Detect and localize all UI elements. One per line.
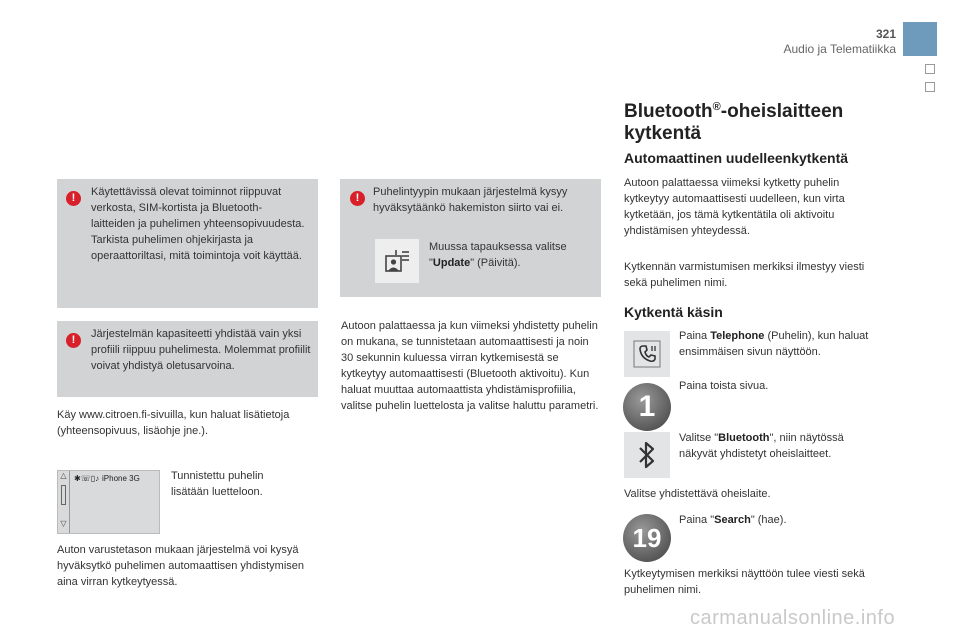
final-message: Kytkeytymisen merkiksi näyttöön tulee viesti sekä puhelimen nimi. <box>624 568 865 596</box>
step-bluetooth <box>679 430 884 462</box>
phonebook-icon <box>375 239 419 283</box>
warning-text: Puhelintyypin mukaan järjestelmä kysyy hyväksytäänkö hakemiston siirto vai ei. <box>373 186 568 214</box>
auto-heading: Automaattinen uudelleenkytkentä <box>624 150 849 166</box>
step5-post: " (hae). <box>750 514 787 526</box>
step-badge-1: 1 <box>623 383 671 431</box>
phone-screen <box>57 470 160 534</box>
warning-text: Järjestelmän kapasiteetti yhdistää vain yksi profiili riippuu puhelimesta. Molemmat profiilit voivat yhdistyä oletusarvoina. <box>91 328 311 372</box>
manual-heading: Kytkentä käsin <box>624 304 723 320</box>
search-label: Search <box>714 514 751 526</box>
bluetooth-icon <box>624 432 670 478</box>
device-name: iPhone 3G <box>102 474 140 483</box>
warning-box-profiles <box>57 321 318 397</box>
title-reg-mark: ® <box>712 101 721 113</box>
device-icons: ✱☏▯♪ <box>74 474 100 483</box>
update-pre: Muussa tapauksessa valitse " <box>429 241 567 269</box>
step-select-device: Valitse yhdistettävä oheislaite. <box>624 488 771 500</box>
page-marker-1 <box>925 64 935 74</box>
telephone-label: Telephone <box>710 330 765 342</box>
down-arrow-icon: ▽ <box>60 519 67 528</box>
section-title: Audio ja Telematiikka <box>783 42 896 56</box>
bluetooth-label: Bluetooth <box>718 432 770 444</box>
update-post: " (Päivitä). <box>470 257 521 269</box>
telephone-icon <box>624 331 670 377</box>
step1-post: (Puhelin), kun haluat ensimmäisen sivun näyttöön. <box>679 330 869 358</box>
step3-pre: Valitse " <box>679 432 719 444</box>
step1-pre: Paina <box>679 330 711 342</box>
warning-box-features <box>57 179 318 308</box>
auto-connect-text: Auton varustetason mukaan järjestelmä voi kysyä hyväksytkö puhelimen automaattisen yhdistymisen aina virran kytkeytyessä. <box>57 544 305 588</box>
auto-paragraph-2: Kytkennän varmistumisen merkiksi ilmestyy viesti sekä puhelimen nimi. <box>624 261 865 289</box>
warning-icon: ! <box>66 333 81 348</box>
section-tab <box>903 22 937 56</box>
warning-icon: ! <box>66 191 81 206</box>
screen-scrollbar <box>58 471 70 533</box>
warning-icon: ! <box>350 191 365 206</box>
page-number: 321 <box>875 27 896 41</box>
step-badge-19: 19 <box>623 514 671 562</box>
auto-reconnect-body: Autoon palattaessa ja kun viimeksi yhdistetty puhelin on mukana, se tunnistetaan automaattisesti ja noin 30 sekunnin kuluessa virran kytkemisestä se kytkeytyy automaattisesti (Bluetooth aktivoitu). Kun haluat muuttaa automaattista yhdistämisprofiilia, valitse puhelin luettelosta ja valitse haluttu parametri. <box>341 320 599 412</box>
main-heading <box>624 101 904 145</box>
update-label: Update <box>432 257 471 269</box>
page-marker-2 <box>925 82 935 92</box>
title-main: Bluetooth <box>624 101 713 122</box>
scroll-thumb <box>61 485 66 505</box>
recognized-text: Tunnistettu puhelin lisätään luetteloon. <box>171 470 264 498</box>
auto-paragraph-1: Autoon palattaessa viimeksi kytketty puhelin kytkeytyy automaattisesti uudelleen, kun virta kytketään, jos tämä kytkentätila oli aktivoitu yhdistämisen yhteydessä. <box>624 177 845 237</box>
warning-box-directory <box>340 179 601 297</box>
warning-text: Käytettävissä olevat toiminnot riippuvat verkosta, SIM-kortista ja Bluetooth-laitteiden ja puhelimen yhteensopivuudesta. Tarkista puhelimen ohjekirjasta ja operaattoriltasi, mitä toimintoja voit käyttää. <box>91 186 305 262</box>
up-arrow-icon: △ <box>60 471 67 480</box>
step-telephone <box>679 328 884 360</box>
step-search <box>679 512 879 528</box>
visit-text: Käy www.citroen.fi-sivuilla, kun haluat lisätietoja (yhteensopivuus, lisäohje jne.). <box>57 409 290 437</box>
step-next-page: Paina toista sivua. <box>679 380 769 392</box>
step3-post: ", niin näytössä näkyvät yhdistetyt oheislaitteet. <box>679 432 844 460</box>
update-instruction <box>429 239 594 271</box>
watermark: carmanualsonline.info <box>690 607 896 629</box>
title-rest: -oheislaitteen kytkentä <box>624 101 844 144</box>
step5-pre: Paina " <box>679 514 715 526</box>
